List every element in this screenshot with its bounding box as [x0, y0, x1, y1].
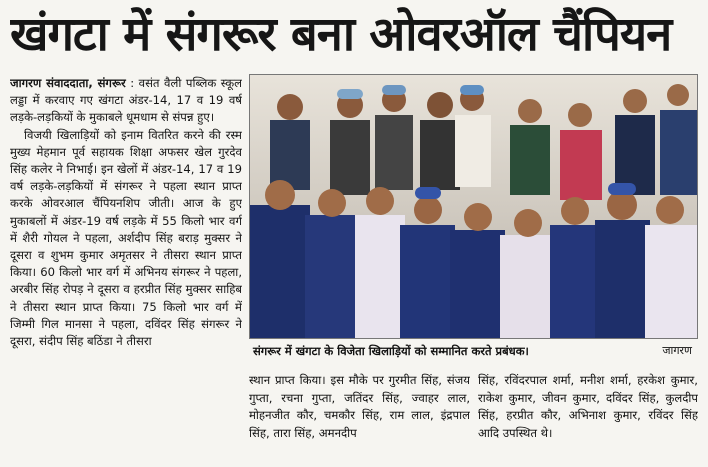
photo-caption: संगरूर में खंगटा के विजेता खिलाड़ियों को सम्मानित करते प्रबंधक।: [253, 344, 529, 358]
article-column-left: [10, 75, 242, 463]
lead-text: : वसंत वैली पब्लिक स्कूल लड्डा में करवाए गए खंगटा अंडर-14, 17 व 19 वर्ष लड़के-लड़कियों के मुकाबले धूमधाम से संपन्न हुए।: [10, 76, 242, 125]
byline: जागरण संवाददाता, संगरूर: [10, 76, 126, 90]
article-column-right: सिंह, रविंदरपाल शर्मा, मनीश शर्मा, हरकेश कुमार, राकेश कुमार, जीवन कुमार, दविंदर सिंह, कुलदीप सिंह, हरप्रीत कौर, अभिनाश कुमार, रविंदर सिंह आदि उपस्थित थे।: [478, 373, 698, 440]
headline: खंगटा में संगरूर बना ओवरऑल चैंपियन: [10, 7, 672, 62]
news-photo: [249, 74, 698, 339]
group-photo-illustration: [250, 75, 697, 338]
body-paragraph-left: विजयी खिलाड़ियों को इनाम वितरित करने की रस्म मुख्य मेहमान पूर्व सहायक शिक्षा अफसर खेल गुरदेव सिंह कलेर ने निभाई। इन खेलों में अंडर-14, 17 व 19 वर्ष लड़के-लड़कियों में संगरूर ने पहला स्थान प्राप्त करके ओवरआल चैंपियनशिप जीती। आज के हुए मुकाबलों में अंडर-19 वर्ष लड़के में 55 किलो भार वर्ग में शैरी गोयल ने पहला, अर्शदीप सिंह बराड़ मुक्सर ने दूसरा व शुभम कुमार अमृतसर ने तीसरा स्थान प्राप्त किया। 60 किलो भार वर्ग में अभिनय संगरूर ने पहला, अरबीर सिंह रोपड़ ने दूसरा व हरप्रीत सिंह मुक्सर साहिब ने तीसरा स्थान प्राप्त किया। 75 किलो भार वर्ग में जिम्मी गिल मानसा ने पहला, दविंदर सिंह संगरूर ने दूसरा, संदीप सिंह बठिंडा ने तीसरा: [10, 127, 242, 349]
photo-caption-row: [249, 340, 698, 362]
lead-paragraph: [10, 75, 242, 127]
article-column-middle: स्थान प्राप्त किया। इस मौके पर गुरमीत सिंह, संजय गुप्ता, रचना गुप्ता, जतिंदर सिंह, ज्वाहर लाल, मोहनजीत कौर, चमकौर सिंह, राम लाल, इंद्रपाल सिंह, तारा सिंह, अमनदीप: [249, 373, 470, 440]
photo-credit: जागरण: [662, 344, 692, 357]
